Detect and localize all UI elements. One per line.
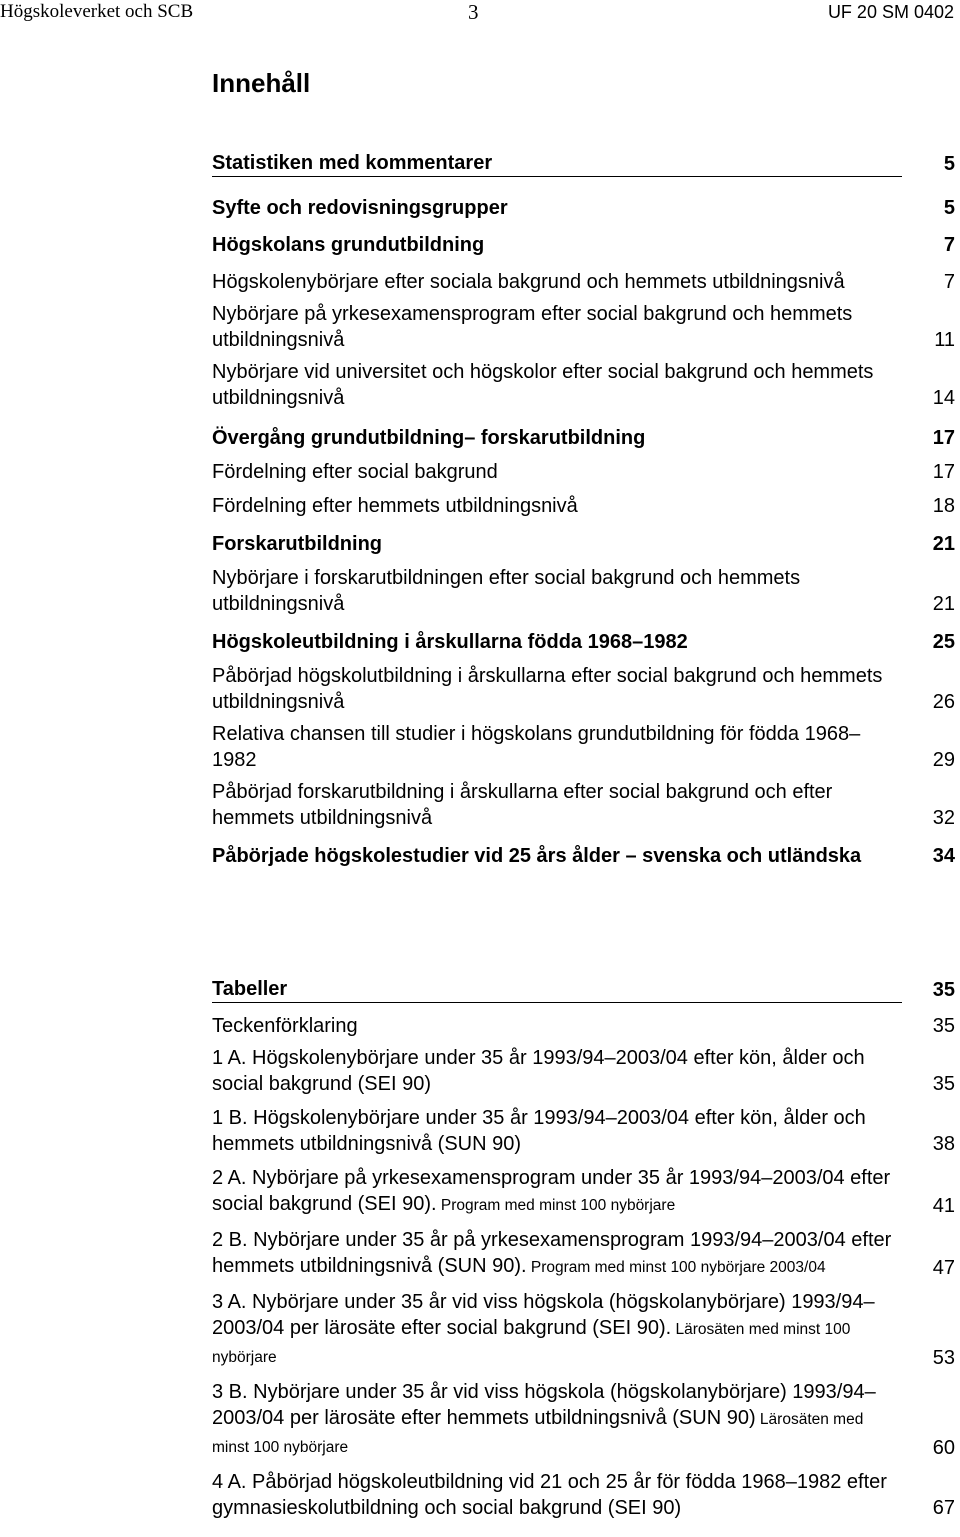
toc-entry[interactable] [212, 1289, 955, 1371]
toc-entry[interactable] [212, 150, 955, 177]
toc-entry[interactable] [212, 425, 955, 451]
toc-entry[interactable] [212, 629, 955, 655]
toc-entry-page: 17 [932, 427, 955, 449]
toc-entry-page: 35 [932, 1073, 955, 1095]
toc-entry[interactable] [212, 843, 955, 869]
toc-entry[interactable] [212, 359, 955, 411]
toc-entry-page: 21 [932, 533, 955, 555]
toc-entry-page: 11 [934, 329, 955, 351]
toc-entry-text: Nybörjare i forskarutbildningen efter social bakgrund och hemmets utbildningsnivå [212, 567, 801, 615]
toc-entry-text: Påbörjade högskolestudier vid 25 års ålder – svenska och utländska [212, 845, 862, 867]
toc-entry-title [212, 1227, 902, 1281]
toc-entry-note: Program med minst 100 nybörjare [436, 1197, 676, 1214]
toc-entry-page: 14 [932, 387, 955, 409]
toc-entry-page: 7 [943, 271, 955, 293]
toc-entry-title [212, 150, 902, 177]
toc-entry-text: 4 A. Påbörjad högskoleutbildning vid 21 och 25 år för födda 1968–1982 efter gymnasieskolutbildning och social bakgrund (SEI 90) [212, 1471, 887, 1519]
toc-entry-title [212, 565, 902, 617]
toc-entry-title [212, 269, 902, 295]
toc-entry[interactable] [212, 779, 955, 831]
toc-entry-title [212, 1165, 902, 1219]
toc-entry-text: Fördelning efter hemmets utbildningsnivå [212, 495, 578, 517]
toc-entry[interactable] [212, 1013, 955, 1039]
toc-entry-page: 35 [932, 1015, 955, 1037]
toc-entry-text: Högskolans grundutbildning [212, 234, 485, 256]
toc-entry-text: Påbörjad forskarutbildning i årskullarna efter social bakgrund och efter hemmets utbildningsnivå [212, 781, 833, 829]
tables-list [212, 976, 955, 1527]
toc-entry-title [212, 359, 902, 411]
toc-entry-text: Högskoleutbildning i årskullarna födda 1968–1982 [212, 631, 688, 653]
toc-entry[interactable] [212, 301, 955, 353]
toc-entry-page: 32 [932, 807, 955, 829]
header-left: Högskoleverket och SCB [0, 1, 194, 22]
toc-entry[interactable] [212, 663, 955, 715]
toc-entry-text: 2 B. Nybörjare under 35 år på yrkesexamensprogram 1993/94–2003/04 efter hemmets utbildningsnivå (SUN 90). [212, 1229, 892, 1277]
table-of-contents [212, 150, 955, 875]
toc-entry-title [212, 1289, 902, 1371]
toc-entry-title [212, 195, 902, 221]
toc-entry-page: 18 [932, 495, 955, 517]
toc-entry-page: 38 [932, 1133, 955, 1155]
page-title: Innehåll [212, 68, 311, 98]
toc-entry-title [212, 843, 902, 869]
toc-entry-title [212, 1379, 902, 1461]
toc-entry-text: Nybörjare vid universitet och högskolor efter social bakgrund och hemmets utbildningsnivå [212, 361, 874, 409]
toc-entry[interactable] [212, 195, 955, 221]
toc-entry-text: 3 A. Nybörjare under 35 år vid viss högskola (högskolanybörjare) 1993/94–2003/04 per lärosäte efter social bakgrund (SEI 90). [212, 1291, 875, 1339]
toc-entry-title [212, 779, 902, 831]
toc-entry[interactable] [212, 232, 955, 258]
toc-entry-text: Teckenförklaring [212, 1015, 358, 1037]
toc-entry-page: 7 [943, 234, 955, 256]
toc-entry-text: 2 A. Nybörjare på yrkesexamensprogram under 35 år 1993/94–2003/04 efter social bakgrund (SEI 90). [212, 1167, 891, 1215]
toc-entry-page: 29 [932, 749, 955, 771]
toc-entry-note: Program med minst 100 nybörjare 2003/04 [526, 1259, 826, 1276]
toc-entry-text: Påbörjad högskolutbildning i årskullarna efter social bakgrund och hemmets utbildningsnivå [212, 665, 883, 713]
toc-entry-title [212, 721, 902, 773]
toc-entry-title [212, 1469, 902, 1521]
toc-entry-text: Högskolenybörjare efter sociala bakgrund och hemmets utbildningsnivå [212, 271, 845, 293]
toc-entry-title [212, 663, 902, 715]
toc-entry-title [212, 531, 902, 557]
page-number: 3 [468, 0, 479, 24]
toc-entry-title [212, 629, 902, 655]
toc-entry-page: 17 [932, 461, 955, 483]
toc-entry-title [212, 425, 902, 451]
toc-entry[interactable] [212, 459, 955, 485]
toc-entry-title [212, 232, 902, 258]
toc-entry-page: 5 [943, 197, 955, 219]
toc-entry-text: Tabeller [212, 978, 288, 1000]
toc-entry-note: Lärosäten med minst 100 nybörjare [212, 1321, 851, 1366]
toc-entry[interactable] [212, 269, 955, 295]
toc-entry[interactable] [212, 1227, 955, 1281]
toc-entry[interactable] [212, 1105, 955, 1157]
toc-entry-text: 1 A. Högskolenybörjare under 35 år 1993/94–2003/04 efter kön, ålder och social bakgrund (SEI 90) [212, 1047, 865, 1095]
toc-entry-text: 3 B. Nybörjare under 35 år vid viss högskola (högskolanybörjare) 1993/94–2003/04 per lärosäte efter hemmets utbildningsnivå (SUN 90) [212, 1381, 876, 1429]
toc-entry[interactable] [212, 1165, 955, 1219]
toc-entry-page: 67 [932, 1497, 955, 1519]
toc-entry[interactable] [212, 1379, 955, 1461]
toc-entry-page: 5 [943, 153, 955, 175]
toc-entry-title [212, 301, 902, 353]
toc-entry-title [212, 1045, 902, 1097]
toc-entry-text: Övergång grundutbildning– forskarutbildning [212, 427, 646, 449]
toc-entry-page: 60 [932, 1437, 955, 1459]
toc-entry-page: 35 [932, 979, 955, 1001]
toc-entry-title [212, 1013, 902, 1039]
toc-entry-title [212, 976, 902, 1003]
toc-entry[interactable] [212, 1045, 955, 1097]
toc-entry[interactable] [212, 976, 955, 1003]
toc-entry-page: 26 [932, 691, 955, 713]
toc-entry-page: 34 [932, 845, 955, 867]
toc-entry-page: 41 [932, 1195, 955, 1217]
toc-entry-text: Forskarutbildning [212, 533, 382, 555]
toc-entry-page: 53 [932, 1347, 955, 1369]
toc-entry-text: 1 B. Högskolenybörjare under 35 år 1993/94–2003/04 efter kön, ålder och hemmets utbildningsnivå (SUN 90) [212, 1107, 866, 1155]
toc-entry-text: Fördelning efter social bakgrund [212, 461, 498, 483]
toc-entry[interactable] [212, 721, 955, 773]
toc-entry-text: Statistiken med kommentarer [212, 152, 493, 174]
header-right: UF 20 SM 0402 [827, 2, 954, 22]
toc-entry-page: 25 [932, 631, 955, 653]
toc-entry-title [212, 493, 902, 519]
toc-entry-text: Relativa chansen till studier i högskolans grundutbildning för födda 1968–1982 [212, 723, 861, 771]
toc-entry-title [212, 459, 902, 485]
toc-entry-text: Nybörjare på yrkesexamensprogram efter social bakgrund och hemmets utbildningsnivå [212, 303, 853, 351]
toc-entry-text: Syfte och redovisningsgrupper [212, 197, 508, 219]
toc-entry[interactable] [212, 493, 955, 519]
toc-entry-note: Lärosäten med minst 100 nybörjare [212, 1411, 864, 1456]
toc-entry-title [212, 1105, 902, 1157]
toc-entry[interactable] [212, 531, 955, 557]
toc-entry-page: 21 [932, 593, 955, 615]
toc-entry[interactable] [212, 1469, 955, 1521]
toc-entry-page: 47 [932, 1257, 955, 1279]
toc-entry[interactable] [212, 565, 955, 617]
